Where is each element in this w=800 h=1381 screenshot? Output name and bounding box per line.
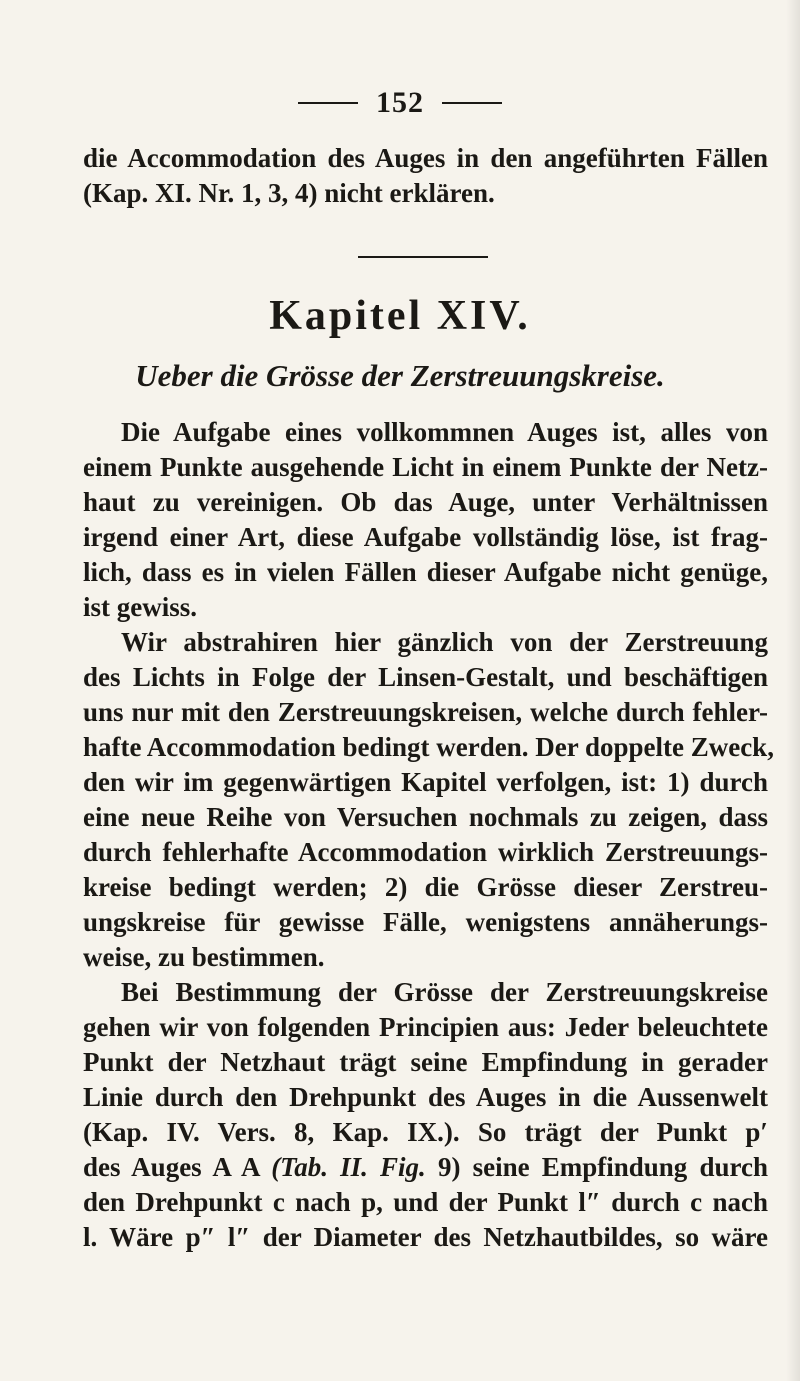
- text-line: (Kap. XI. Nr. 1, 3, 4) nicht erklären.: [83, 178, 495, 208]
- text-line: irgend einer Art, diese Aufgabe vollständig löse, ist frag-: [83, 522, 768, 552]
- page-number-dash-right: [442, 102, 502, 104]
- text-line-with-citation: [83, 1150, 768, 1185]
- figure-citation: (Tab. II. Fig.: [271, 1152, 426, 1182]
- paragraph-3: [83, 975, 768, 1255]
- page-edge-shadow: [786, 0, 800, 1381]
- text-line: lich, dass es in vielen Fällen dieser Aufgabe nicht genüge,: [83, 557, 768, 587]
- text-line: des Lichts in Folge der Linsen-Gestalt, und beschäftigen: [83, 662, 768, 692]
- page-number: [0, 86, 800, 120]
- text-span: 9) seine Empfindung durch: [425, 1152, 768, 1182]
- text-line: (Kap. IV. Vers. 8, Kap. IX.). So trägt der Punkt p′: [83, 1117, 768, 1147]
- paragraph-2: [83, 625, 774, 975]
- text-line: Die Aufgabe eines vollkommnen Auges ist, alles von: [121, 417, 768, 447]
- text-line: l. Wäre p″ l″ der Diameter des Netzhautbildes, so wäre: [83, 1222, 768, 1252]
- page-number-text: 152: [376, 86, 424, 119]
- text-line: Linie durch den Drehpunkt des Auges in die Aussenwelt: [83, 1082, 768, 1112]
- text-line: kreise bedingt werden; 2) die Grösse dieser Zerstreu-: [83, 872, 768, 902]
- text-line: ungskreise für gewisse Fälle, wenigstens annäherungs-: [83, 907, 768, 937]
- chapter-subtitle: Ueber die Grösse der Zerstreuungskreise.: [135, 358, 665, 393]
- text-line: den wir im gegenwärtigen Kapitel verfolgen, ist: 1) durch: [83, 767, 768, 797]
- chapter-heading: Kapitel XIV.: [269, 293, 531, 339]
- text-line: gehen wir von folgenden Principien aus: Jeder beleuchtete: [83, 1012, 768, 1042]
- page-number-dash-left: [298, 102, 358, 104]
- text-line: haut zu vereinigen. Ob das Auge, unter Verhältnissen: [83, 487, 768, 517]
- text-line: hafte Accommodation bedingt werden. Der doppelte Zweck,: [83, 732, 774, 762]
- text-span: des Auges A A: [83, 1152, 272, 1182]
- text-line: die Accommodation des Auges in den angeführten Fällen: [83, 143, 768, 173]
- text-line: weise, zu bestimmen.: [83, 942, 325, 972]
- text-line: ist gewiss.: [83, 592, 197, 622]
- text-line: uns nur mit den Zerstreuungskreisen, welche durch fehler-: [83, 697, 768, 727]
- text-line: eine neue Reihe von Versuchen nochmals zu zeigen, dass: [83, 802, 768, 832]
- intro-text: [83, 141, 768, 211]
- body-text: [83, 415, 774, 1255]
- text-line: Punkt der Netzhaut trägt seine Empfindung in gerader: [83, 1047, 768, 1077]
- text-line: Bei Bestimmung der Grösse der Zerstreuungskreise: [121, 977, 768, 1007]
- paragraph-1: [83, 415, 768, 625]
- section-rule: [358, 256, 488, 258]
- text-line: Wir abstrahiren hier gänzlich von der Zerstreuung: [121, 627, 768, 657]
- text-line: durch fehlerhafte Accommodation wirklich Zerstreuungs-: [83, 837, 768, 867]
- text-line: einem Punkte ausgehende Licht in einem Punkte der Netz-: [83, 452, 768, 482]
- text-line: den Drehpunkt c nach p, und der Punkt l″ durch c nach: [83, 1187, 768, 1217]
